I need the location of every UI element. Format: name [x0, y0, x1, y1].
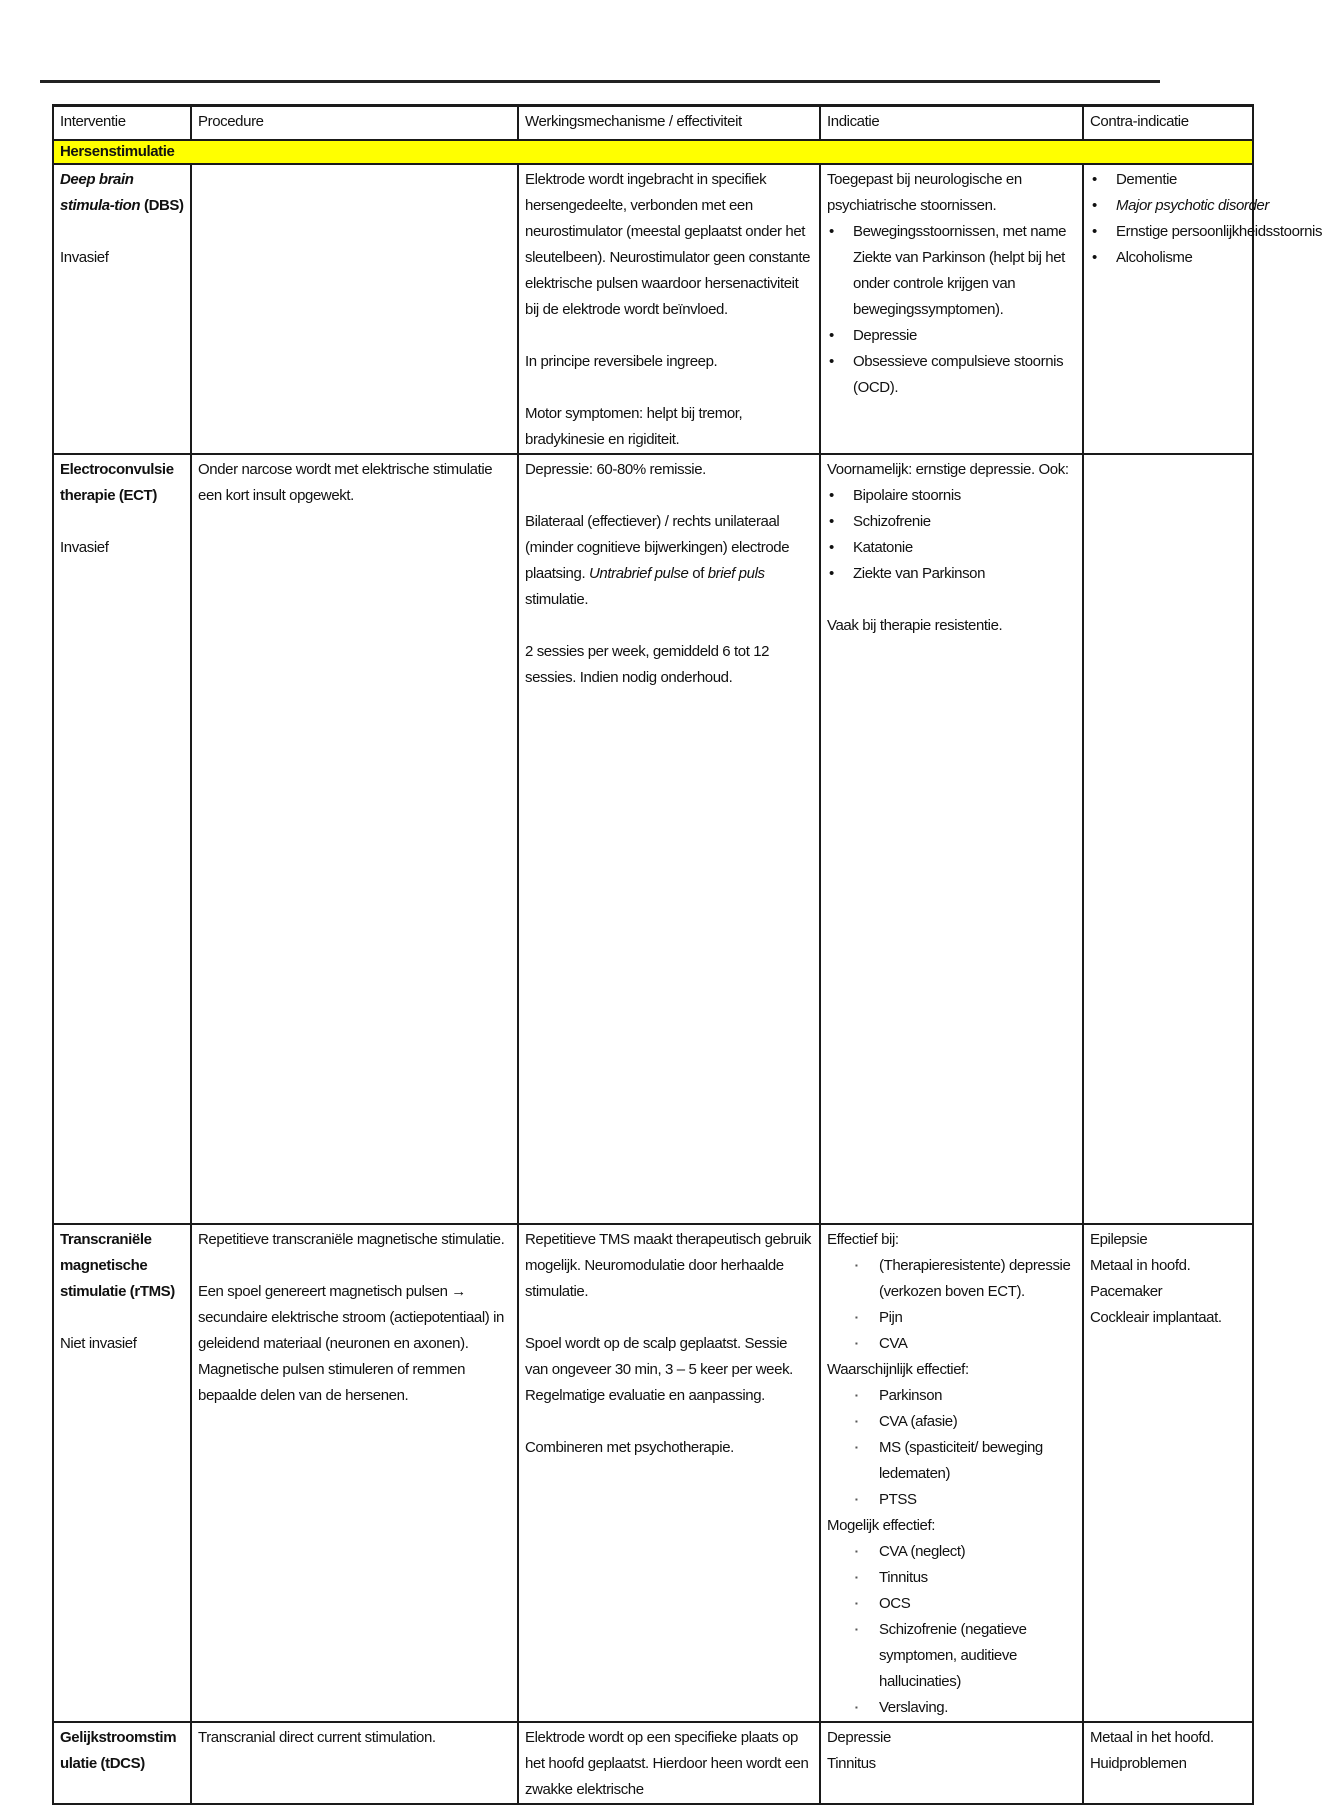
dbs-invasive: Invasief — [60, 249, 109, 266]
table-row-rtms — [53, 1224, 1253, 1722]
dbs-contra-cell — [1083, 164, 1322, 454]
header-row — [53, 106, 1253, 141]
ect-contra-cell — [1083, 454, 1253, 1224]
header-procedure: Procedure — [191, 106, 518, 141]
list-item: ▪ OCS — [827, 1591, 1076, 1617]
ect-indication-list — [827, 483, 1076, 587]
list-item: • Schizofrenie — [827, 509, 1076, 535]
list-item: ▪ (Therapieresistente) depressie (verkozen boven ECT). — [827, 1253, 1076, 1305]
list-item: ▪ Schizofrenie (negatieve symptomen, auditieve hallucinaties) — [827, 1617, 1076, 1695]
rtms-probable-list — [827, 1383, 1076, 1513]
list-item: • Katatonie — [827, 535, 1076, 561]
section-row — [53, 140, 1253, 164]
rtms-effective-label: Effectief bij: — [827, 1231, 899, 1248]
dbs-contra-italic: Major psychotic disorder — [1116, 197, 1269, 214]
rtms-contra-3: Pacemaker — [1090, 1283, 1163, 1300]
list-item: ▪ Parkinson — [827, 1383, 1076, 1409]
tdcs-contra-1: Metaal in het hoofd. — [1090, 1729, 1214, 1746]
dbs-mechanism-cell — [518, 164, 820, 454]
list-item: ▪ CVA (afasie) — [827, 1409, 1076, 1435]
list-item — [1090, 193, 1269, 219]
header-contra-indicatie: Contra-indicatie — [1083, 106, 1253, 141]
list-item: ▪ CVA — [827, 1331, 1076, 1357]
ect-mechanism-2b: Untrabrief pulse — [588, 565, 689, 582]
ect-indication-cell — [820, 454, 1083, 1224]
tdcs-mechanism-cell: Elektrode wordt op een specifieke plaats op het hoofd geplaatst. Hierdoor heen wordt een zwakke elektrische — [518, 1722, 820, 1804]
rtms-contra-4: Cockleair implantaat. — [1090, 1309, 1222, 1326]
ect-mechanism-2a: Bilateraal (effectiever) / rechts unilateraal (minder cognitieve bijwerkingen) electrode plaatsing. — [525, 513, 790, 582]
list-item: • Depressie — [827, 323, 1076, 349]
list-item: • Alcoholisme — [1090, 245, 1246, 271]
list-item: ▪ MS (spasticiteit/ beweging ledematen) — [827, 1435, 1076, 1487]
rtms-name: Transcraniële magnetische stimulatie (rTMS) — [60, 1231, 175, 1300]
rtms-mechanism-1: Repetitieve TMS maakt therapeutisch gebruik mogelijk. Neuromodulatie door herhaalde stimulatie. — [525, 1231, 812, 1300]
rtms-contra-2: Metaal in hoofd. — [1090, 1257, 1191, 1274]
intervention-table — [52, 104, 1322, 1805]
rtms-effective-list — [827, 1253, 1076, 1357]
ect-invasive: Invasief — [60, 539, 109, 556]
header-werkingsmechanisme: Werkingsmechanisme / effectiviteit — [518, 106, 820, 141]
dbs-mechanism-3: Motor symptomen: helpt bij tremor, bradykinesie en rigiditeit. — [525, 405, 743, 448]
tdcs-contra-cell — [1083, 1722, 1253, 1804]
list-item: ▪ Tinnitus — [827, 1565, 1076, 1591]
rtms-mechanism-3: Combineren met psychotherapie. — [525, 1439, 734, 1456]
tdcs-indication-cell — [820, 1722, 1083, 1804]
list-item: • Ernstige persoonlijkheidsstoornis — [1090, 219, 1246, 245]
table-row-tdcs — [53, 1722, 1253, 1804]
table-row-ect — [53, 454, 1253, 1224]
header-indicatie: Indicatie — [820, 106, 1083, 141]
ect-indication-intro: Voornamelijk: ernstige depressie. Ook: — [827, 461, 1069, 478]
dbs-name-abbr: (DBS) — [140, 197, 184, 214]
list-item: • Bipolaire stoornis — [827, 483, 1076, 509]
dbs-intervention-cell — [53, 164, 191, 454]
ect-mechanism-2 — [525, 509, 813, 613]
ect-name: Electroconvulsie therapie (ECT) — [60, 461, 174, 504]
header-interventie: Interventie — [53, 106, 191, 141]
tdcs-intervention-cell — [53, 1722, 191, 1804]
dbs-procedure-cell — [191, 164, 518, 454]
tdcs-contra-2: Huidproblemen — [1090, 1755, 1187, 1772]
dbs-name-italic: Deep brain stimula-tion — [60, 171, 141, 214]
rtms-mechanism-2: Spoel wordt op de scalp geplaatst. Sessie van ongeveer 30 min, 3 – 5 keer per week. Regelmatige evaluatie en aanpassing. — [525, 1335, 793, 1404]
list-item: • Ziekte van Parkinson — [827, 561, 1076, 587]
rtms-procedure-cell — [191, 1224, 518, 1722]
ect-mechanism-1: Depressie: 60-80% remissie. — [525, 461, 706, 478]
section-title: Hersenstimulatie — [53, 140, 1253, 164]
ect-intervention-cell — [53, 454, 191, 1224]
dbs-mechanism-1: Elektrode wordt ingebracht in specifiek hersengedeelte, verbonden met een neurostimulator (meestal geplaatst onder het sleutelbeen). Neurostimulator geen constante elektrische pulsen waardoor hersenactiviteit bij de elektrode wordt beïnvloed. — [525, 171, 811, 318]
tdcs-name: Gelijkstroomstimulatie (tDCS) — [60, 1729, 177, 1772]
ect-mechanism-cell — [518, 454, 820, 1224]
ect-indication-outro: Vaak bij therapie resistentie. — [827, 617, 1003, 634]
list-item: ▪ Pijn — [827, 1305, 1076, 1331]
list-item: ▪ CVA (neglect) — [827, 1539, 1076, 1565]
rtms-probable-label: Waarschijnlijk effectief: — [827, 1361, 969, 1378]
rtms-contra-1: Epilepsie — [1090, 1231, 1148, 1248]
dbs-mechanism-2: In principe reversibele ingreep. — [525, 353, 718, 370]
ect-procedure-cell: Onder narcose wordt met elektrische stimulatie een kort insult opgewekt. — [191, 454, 518, 1224]
ect-mechanism-2c: of — [688, 565, 708, 582]
rtms-indication-cell — [820, 1224, 1083, 1722]
dbs-indication-cell — [820, 164, 1083, 454]
list-item: ▪ Verslaving. — [827, 1695, 1076, 1721]
rtms-intervention-cell — [53, 1224, 191, 1722]
ect-mechanism-2e: stimulatie. — [525, 591, 589, 608]
ect-mechanism-2d: brief puls — [707, 565, 765, 582]
list-item: ▪ PTSS — [827, 1487, 1076, 1513]
rtms-contra-cell — [1083, 1224, 1253, 1722]
dbs-contra-list — [1090, 167, 1322, 271]
list-item: • Bewegingsstoornissen, met name Ziekte van Parkinson (helpt bij het onder controle krijgen van bewegingssymptomen). — [827, 219, 1076, 323]
dbs-name — [60, 167, 184, 219]
dbs-indication-intro: Toegepast bij neurologische en psychiatrische stoornissen. — [827, 171, 1022, 214]
rtms-invasive: Niet invasief — [60, 1335, 137, 1352]
list-item: • Obsessieve compulsieve stoornis (OCD). — [827, 349, 1076, 401]
rtms-procedure-2: Een spoel genereert magnetisch pulsen → secundaire elektrische stroom (actiepotentiaal) in geleidend materiaal (neuronen en axonen). Magnetische pulsen stimuleren of remmen bepaalde delen van de hersenen. — [198, 1283, 504, 1404]
rtms-possible-label: Mogelijk effectief: — [827, 1517, 936, 1534]
table-row-dbs — [53, 164, 1253, 454]
rtms-mechanism-cell — [518, 1224, 820, 1722]
tdcs-procedure-cell: Transcranial direct current stimulation. — [191, 1722, 518, 1804]
ect-mechanism-3: 2 sessies per week, gemiddeld 6 tot 12 sessies. Indien nodig onderhoud. — [525, 643, 770, 686]
list-item: • Dementie — [1090, 167, 1246, 193]
tdcs-indication-1: Depressie — [827, 1729, 891, 1746]
rtms-possible-list — [827, 1539, 1076, 1721]
rtms-procedure-1: Repetitieve transcraniële magnetische stimulatie. — [198, 1231, 505, 1248]
top-rule — [40, 80, 1160, 83]
dbs-indication-list — [827, 219, 1076, 401]
tdcs-indication-2: Tinnitus — [827, 1755, 876, 1772]
